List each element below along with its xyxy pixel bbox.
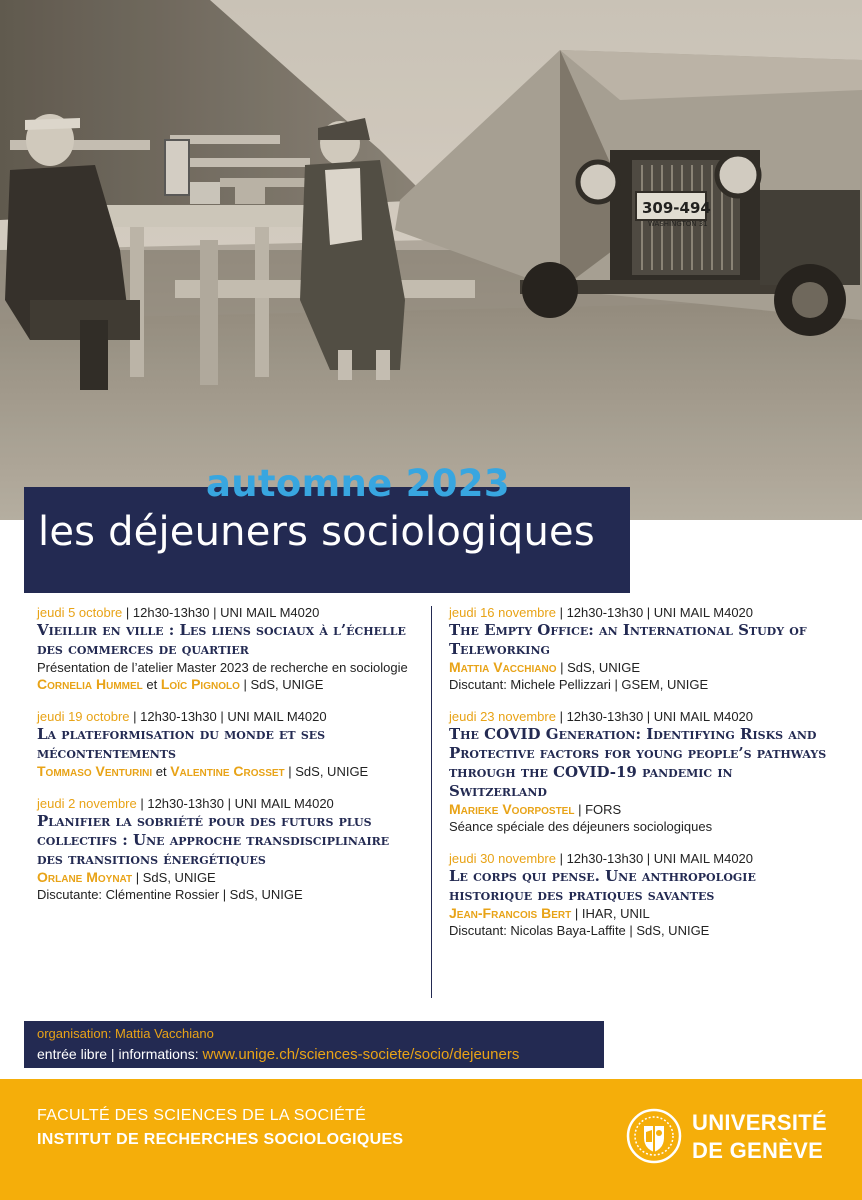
speaker-name: Orlane Moynat (37, 869, 133, 885)
event-day: jeudi 5 octobre (37, 605, 123, 620)
event-when (37, 795, 415, 812)
event-item (449, 850, 835, 939)
speaker-affiliation: | FORS (574, 802, 622, 817)
program-column-left (37, 604, 415, 918)
speaker-name: Tommaso Venturini (37, 763, 153, 779)
speaker-conjunction: et (142, 677, 161, 692)
university-name-line1: UNIVERSITÉ (692, 1110, 828, 1135)
event-when (449, 850, 835, 867)
event-title: Vieillir en ville : Les liens sociaux à l’échelle des commerces de quartier (37, 621, 406, 658)
info-line (37, 1046, 519, 1063)
event-note: Séance spéciale des déjeuners sociologiques (449, 819, 713, 834)
event-title: La plateformisation du monde et ses mécontentements (37, 725, 326, 762)
event-title: The Empty Office: an International Study of Teleworking (449, 621, 807, 658)
university-name-line2: DE GENÈVE (692, 1138, 824, 1163)
event-speakers (37, 869, 415, 886)
event-title: Le corps qui pense. Une anthropologie historique des pratiques savantes (449, 867, 756, 904)
institute-name: INSTITUT DE RECHERCHES SOCIOLOGIQUES (37, 1131, 404, 1148)
speaker-affiliation: | SdS, UNIGE (284, 764, 369, 779)
organiser-line: organisation: Mattia Vacchiano (37, 1026, 214, 1041)
university-seal-icon (626, 1108, 682, 1164)
event-when (449, 604, 835, 621)
event-day: jeudi 2 novembre (37, 796, 137, 811)
speaker-name: Mattia Vacchiano (449, 659, 557, 675)
speaker-affiliation: | SdS, UNIGE (239, 677, 324, 692)
event-details: | 12h30-13h30 | UNI MAIL M4020 (555, 851, 754, 866)
event-speakers (449, 801, 835, 818)
event-discussant: Discutante: Clémentine Rossier | SdS, UNIGE (37, 887, 303, 902)
event-details: | 12h30-13h30 | UNI MAIL M4020 (555, 605, 754, 620)
event-day: jeudi 19 octobre (37, 709, 130, 724)
speaker-name: Marieke Voorpostel (449, 801, 575, 817)
event-speakers (37, 763, 415, 780)
license-plate-number: 309-494 (642, 199, 711, 217)
poster-title: les déjeuners sociologiques (38, 509, 595, 555)
event-item (449, 604, 835, 693)
event-speakers (449, 659, 835, 676)
event-when (37, 604, 415, 621)
event-speakers (449, 905, 835, 922)
speaker-affiliation: | SdS, UNIGE (556, 660, 641, 675)
event-day: jeudi 16 novembre (449, 605, 556, 620)
event-speakers (37, 676, 415, 693)
info-url-link[interactable]: www.unige.ch/sciences-societe/socio/dejeuners (202, 1046, 520, 1063)
event-description: Présentation de l’atelier Master 2023 de recherche en sociologie (37, 660, 408, 675)
license-plate-state: WASHINGTON 31 (648, 220, 708, 228)
event-discussant: Discutant: Michele Pellizzari | GSEM, UNIGE (449, 677, 709, 692)
speaker-affiliation: | IHAR, UNIL (571, 906, 650, 921)
event-day: jeudi 30 novembre (449, 851, 556, 866)
event-item (37, 708, 415, 780)
speaker-conjunction: et (152, 764, 171, 779)
event-details: | 12h30-13h30 | UNI MAIL M4020 (555, 709, 754, 724)
speaker-name: Jean-Francois Bert (449, 905, 572, 921)
faculty-name: FACULTÉ DES SCIENCES DE LA SOCIÉTÉ (37, 1107, 367, 1124)
event-when (449, 708, 835, 725)
event-item (37, 795, 415, 903)
event-item (449, 708, 835, 835)
info-prefix: entrée libre | informations: (37, 1046, 203, 1062)
program-column-right (449, 604, 835, 954)
speaker-name: Cornelia Hummel (37, 676, 143, 692)
speaker-affiliation: | SdS, UNIGE (132, 870, 216, 885)
event-title: The COVID Generation: Identifying Risks and Protective factors for young people’s pathways through the COVID-19 pandemic in Switzerland (449, 725, 827, 800)
column-divider (431, 606, 432, 998)
event-day: jeudi 23 novembre (449, 709, 556, 724)
event-when (37, 708, 415, 725)
event-discussant: Discutant: Nicolas Baya-Laffite | SdS, UNIGE (449, 923, 710, 938)
event-item (37, 604, 415, 693)
event-details: | 12h30-13h30 | UNI MAIL M4020 (129, 709, 327, 724)
season-label: automne 2023 (206, 462, 510, 505)
speaker-name: Loïc Pignolo (160, 676, 240, 692)
speaker-name: Valentine Crosset (170, 763, 285, 779)
event-details: | 12h30-13h30 | UNI MAIL M4020 (122, 605, 320, 620)
event-title: Planifier la sobriété pour des futurs plus collectifs : Une approche transdisciplinaire des transitions énergétiques (37, 812, 390, 868)
hero-photo (0, 0, 862, 520)
event-details: | 12h30-13h30 | UNI MAIL M4020 (136, 796, 334, 811)
